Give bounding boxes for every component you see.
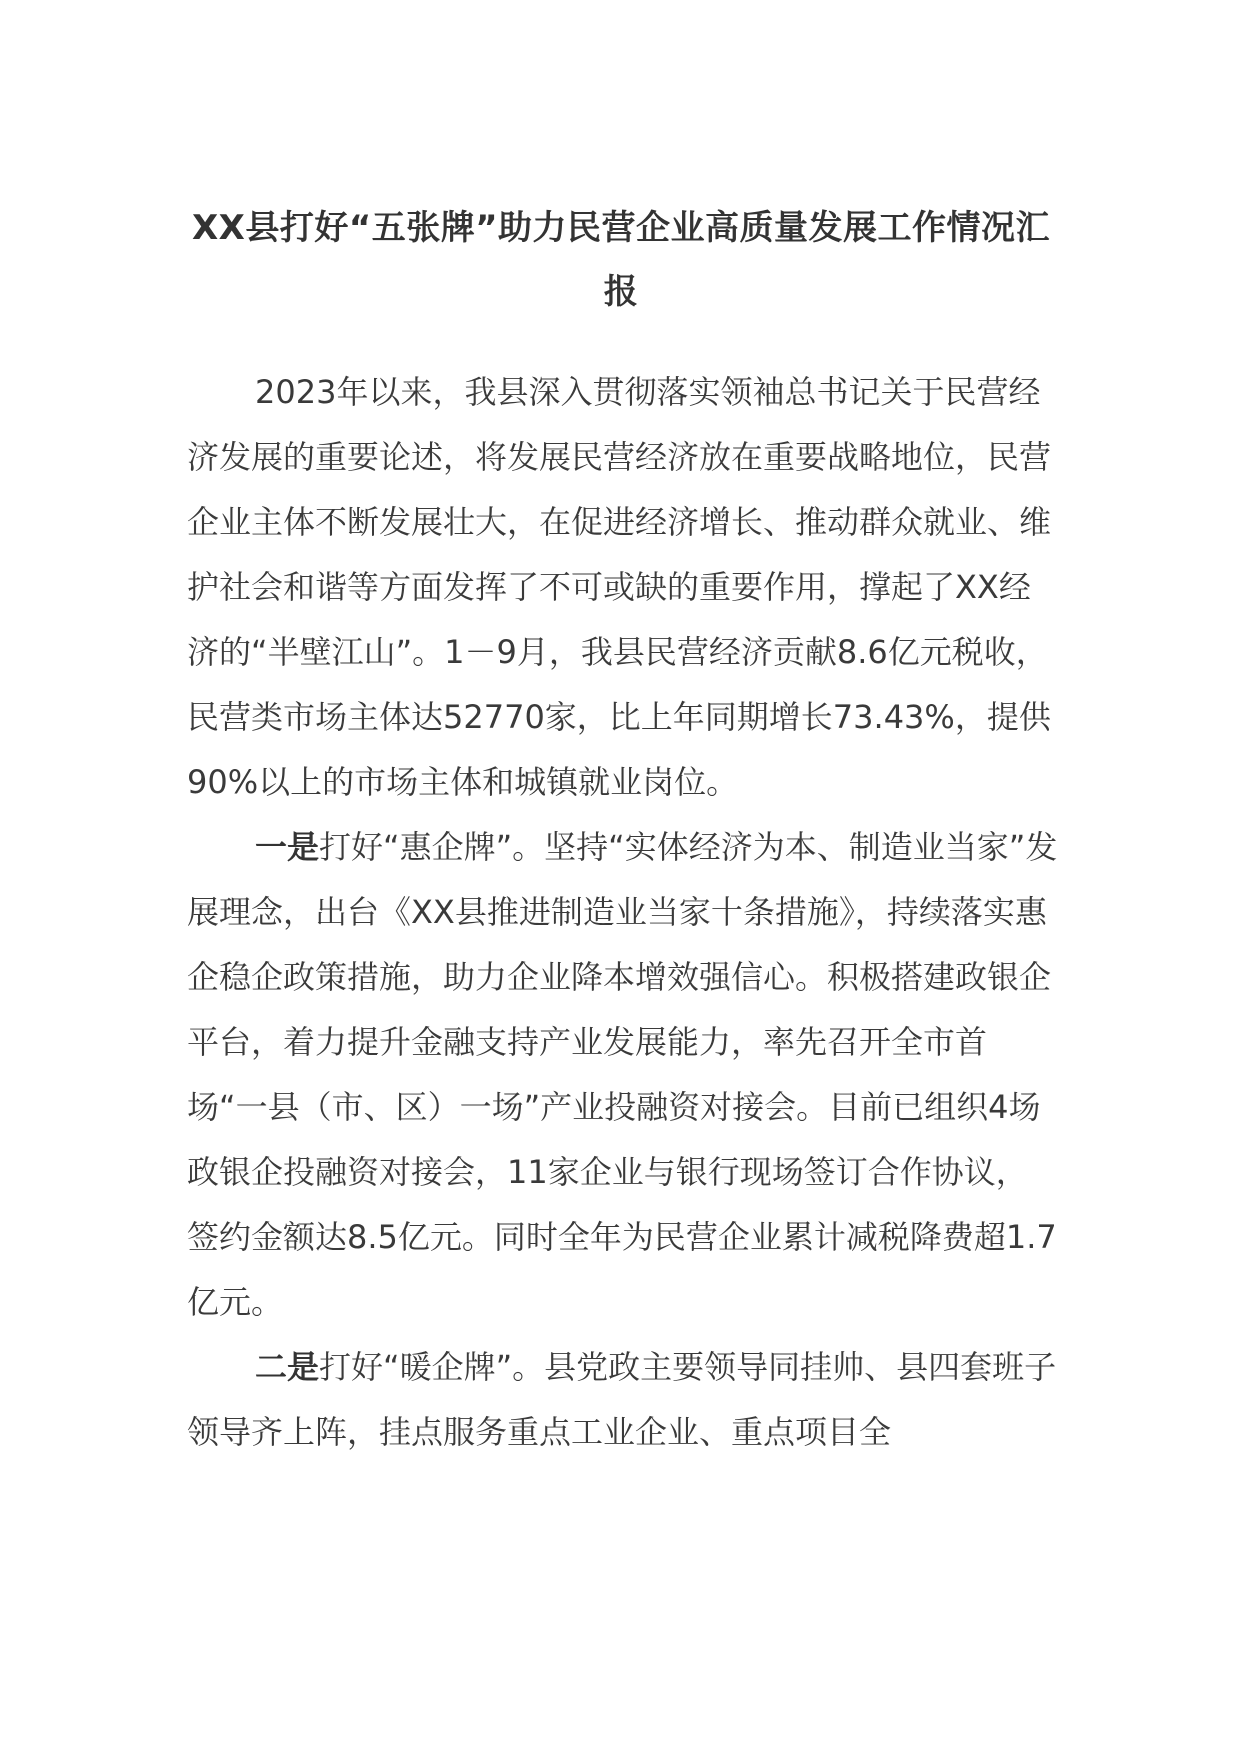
document-body [187, 360, 1059, 1465]
paragraph-point-two [187, 1335, 1059, 1465]
paragraph-lead: 一是 [255, 828, 320, 866]
paragraph-text: 打好“惠企牌”。坚持“实体经济为本、制造业当家”发展理念，出台《XX县推进制造业当家十条措施》，持续落实惠企稳企政策措施，助力企业降本增效强信心。积极搭建政银企平台，着力提升金融支持产业发展能力，率先召开全市首场“一县（市、区）一场”产业投融资对接会。目前已组织4场政银企投融资对接会，11家企业与银行现场签订合作协议，签约金额达8.5亿元。同时全年为民营企业累计减税降费超1.7亿元。 [187, 828, 1058, 1321]
paragraph-point-one [187, 815, 1059, 1335]
paragraph-intro [187, 360, 1059, 815]
document-title: XX县打好“五张牌”助力民营企业高质量发展工作情况汇报 [191, 208, 1051, 312]
paragraph-text: 打好“暖企牌”。县党政主要领导同挂帅、县四套班子领导齐上阵，挂点服务重点工业企业、重点项目全 [187, 1348, 1057, 1451]
paragraph-lead: 二是 [255, 1348, 320, 1386]
paragraph-text: 2023年以来，我县深入贯彻落实领袖总书记关于民营经济发展的重要论述，将发展民营经济放在重要战略地位，民营企业主体不断发展壮大，在促进经济增长、推动群众就业、维护社会和谐等方面发挥了不可或缺的重要作用，撑起了XX经济的“半壁江山”。1－9月，我县民营经济贡献8.6亿元税收，民营类市场主体达52770家，比上年同期增长73.43%，提供90%以上的市场主体和城镇就业岗位。 [187, 373, 1052, 801]
